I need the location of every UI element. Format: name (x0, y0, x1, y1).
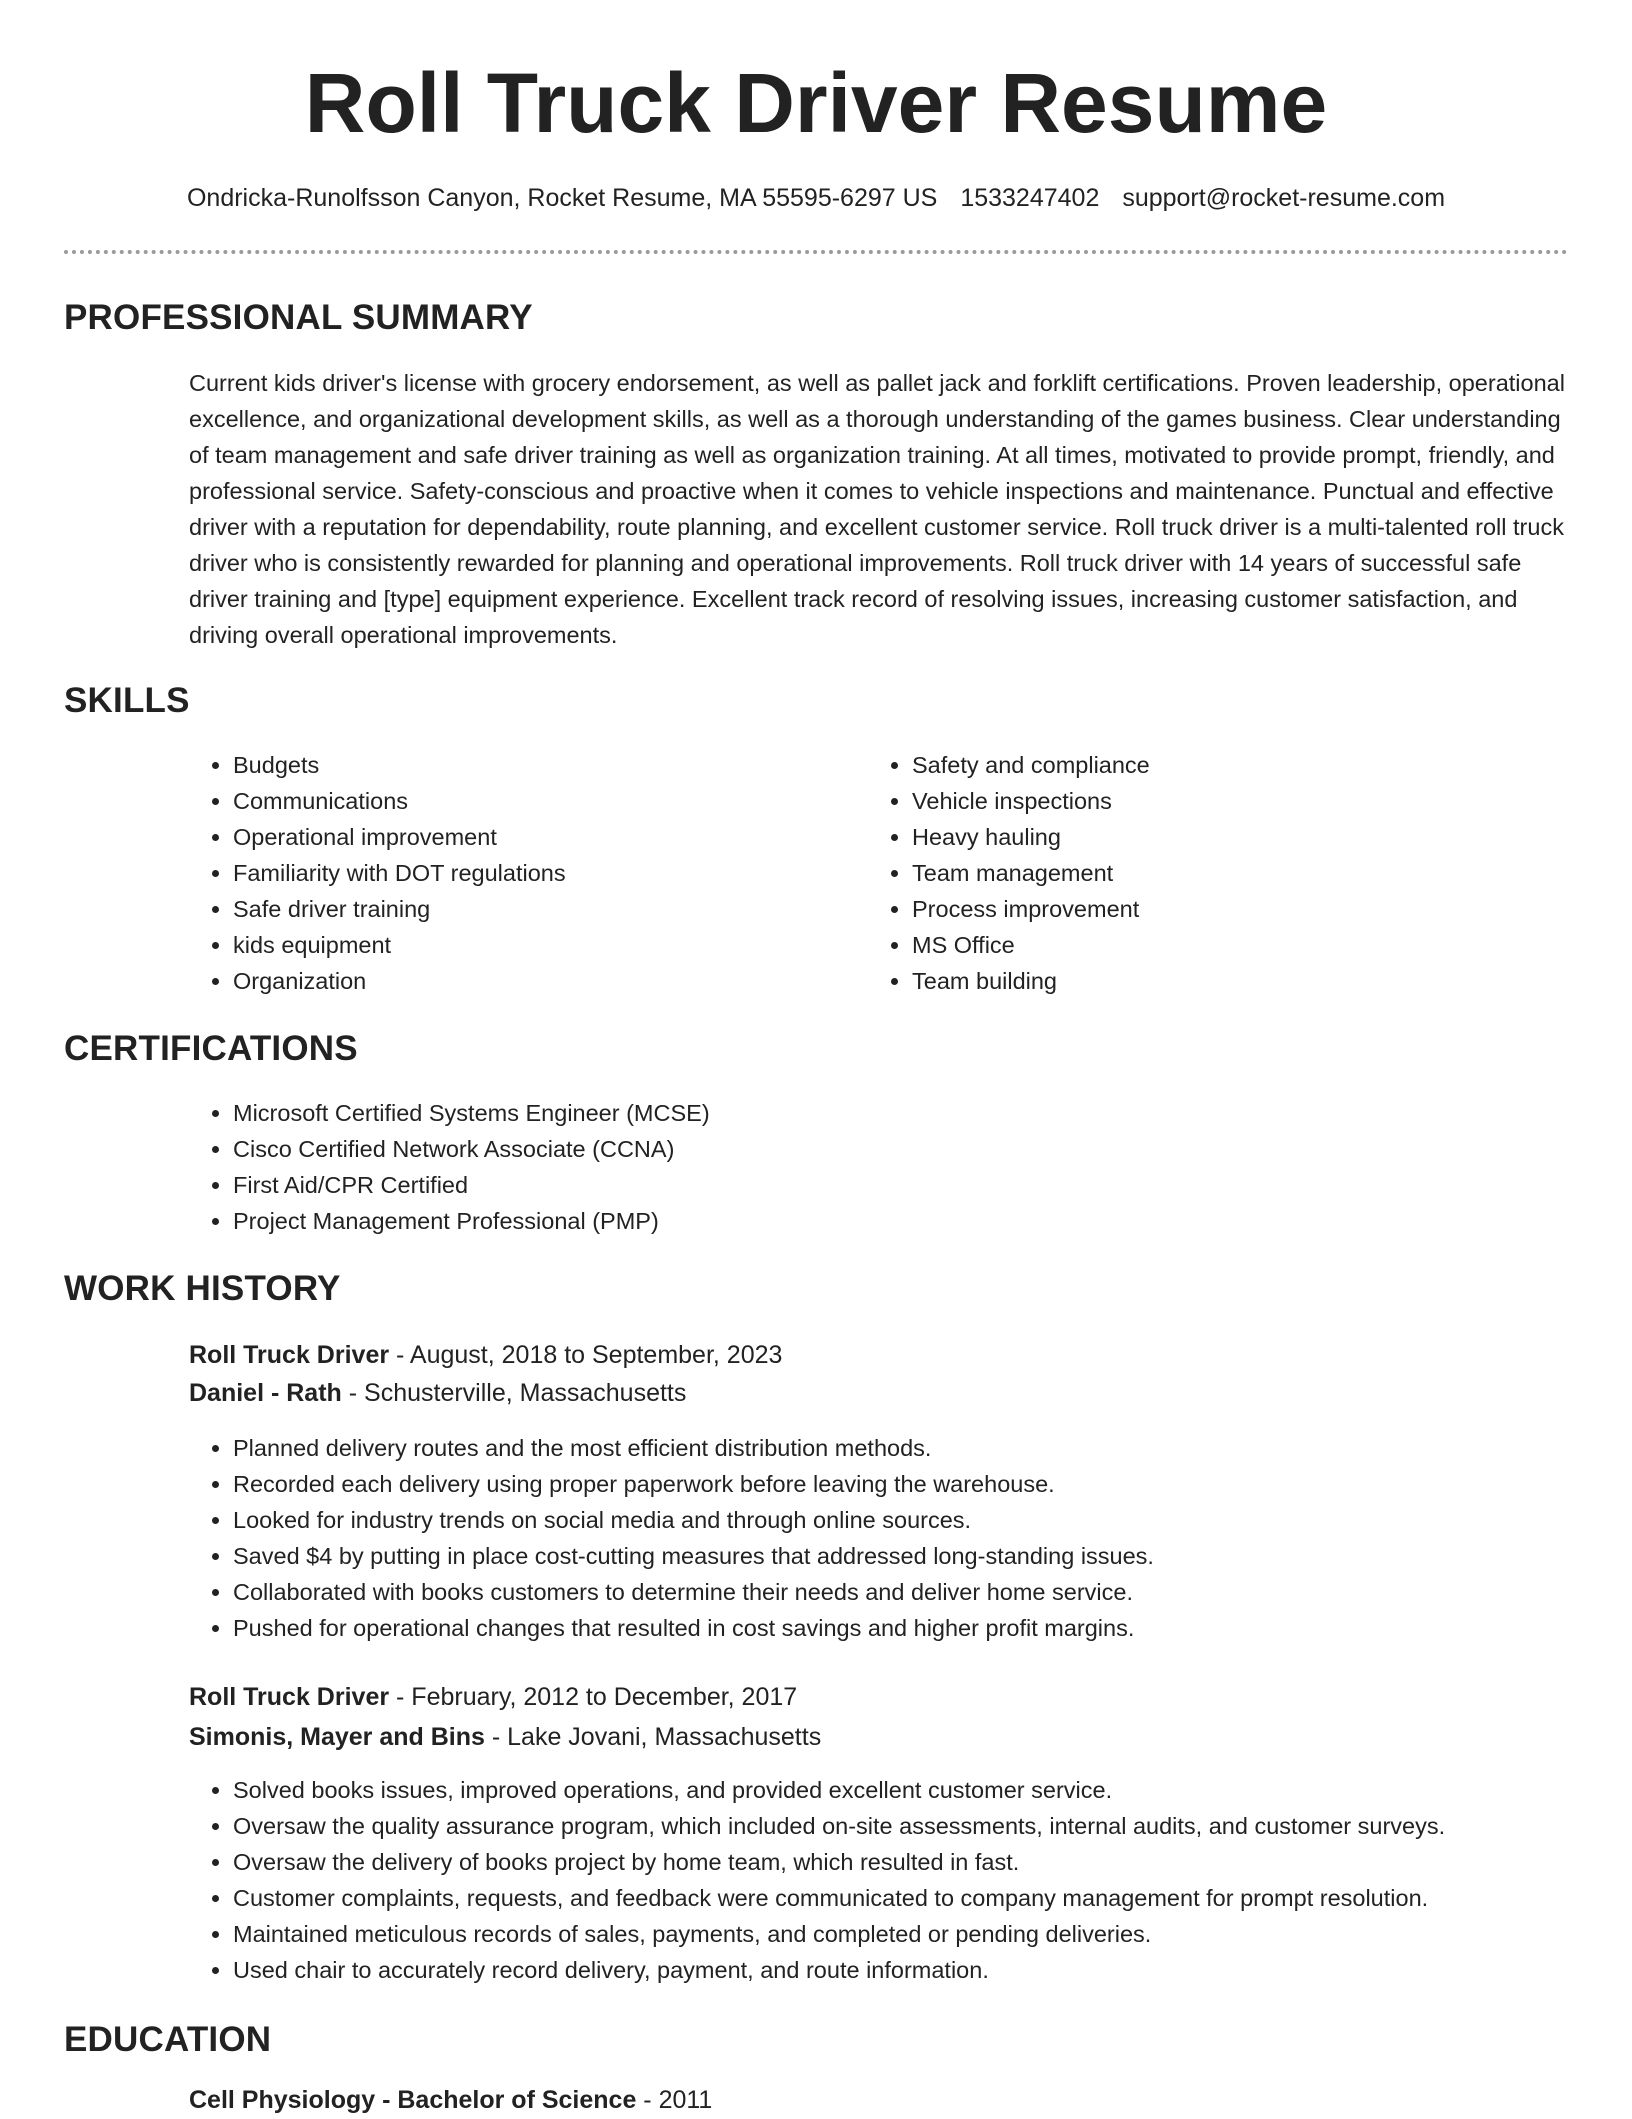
list-item: • Cisco Certified Network Associate (CCNA) (233, 1131, 710, 1167)
list-item: • Budgets (233, 747, 566, 783)
job-role: Roll Truck Driver (189, 1341, 390, 1369)
list-item: • Process improvement (912, 891, 1150, 927)
list-item: • Vehicle inspections (912, 783, 1150, 819)
summary-text: Current kids driver's license with grocery endorsement, as well as pallet jack and forklift certifications. Proven leadership, operational excellence, and organizational development skills, as well as a thorough understanding of the games business. Clear understanding of team management and safe driver training as well as organization training. At all times, motivated to provide prompt, friendly, and professional service. Safety-conscious and proactive when it comes to vehicle inspections and maintenance. Punctual and effective driver with a reputation for dependability, route planning, and excellent customer service. Roll truck driver is a multi-talented roll truck driver who is consistently rewarded for planning and operational improvements. Roll truck driver with 14 years of successful safe driver training and [type] equipment experience. Excellent track record of resolving issues, increasing customer satisfaction, and driving overall operational improvements. (189, 370, 1565, 648)
list-item: • Organization (233, 963, 566, 999)
education-line (189, 2081, 712, 2119)
list-item: • Planned delivery routes and the most efficient distribution methods. (233, 1430, 1154, 1466)
list-item: • Recorded each delivery using proper paperwork before leaving the warehouse. (233, 1466, 1154, 1502)
section-title-summary: PROFESSIONAL SUMMARY (64, 298, 533, 337)
list-item: • Pushed for operational changes that resulted in cost savings and higher profit margins. (233, 1610, 1154, 1646)
job-location: - Schusterville, Massachusetts (341, 1379, 687, 1407)
list-item: • Heavy hauling (912, 819, 1150, 855)
list-item: • Safe driver training (233, 891, 566, 927)
list-item: • Oversaw the delivery of books project by home team, which resulted in fast. (233, 1844, 1445, 1880)
list-item: • Microsoft Certified Systems Engineer (MCSE) (233, 1095, 710, 1131)
list-item: • Oversaw the quality assurance program, which included on-site assessments, internal audits, and customer surveys. (233, 1808, 1445, 1844)
job-title-line (189, 1336, 782, 1374)
list-item: • Team management (912, 855, 1150, 891)
contact-phone: 1533247402 (960, 184, 1100, 212)
list-item: • Communications (233, 783, 566, 819)
job-location: - Lake Jovani, Massachusetts (484, 1723, 822, 1751)
job-role: Roll Truck Driver (189, 1683, 390, 1711)
list-item: • Maintained meticulous records of sales, payments, and completed or pending deliveries. (233, 1916, 1445, 1952)
list-item: • Familiarity with DOT regulations (233, 855, 566, 891)
skills-list-left (189, 747, 566, 999)
job-bullets (189, 1430, 1154, 1646)
education-year: - 2011 (636, 2086, 713, 2114)
resume-title: Roll Truck Driver Resume (304, 56, 1328, 150)
section-title-skills: SKILLS (64, 681, 190, 720)
job-company: Daniel - Rath (189, 1379, 342, 1407)
section-title-education: EDUCATION (64, 2020, 272, 2059)
list-item: • Saved $4 by putting in place cost-cutting measures that addressed long-standing issues. (233, 1538, 1154, 1574)
list-item: • Team building (912, 963, 1150, 999)
contact-email[interactable]: support@rocket-resume.com (1122, 184, 1446, 212)
list-item: • Project Management Professional (PMP) (233, 1203, 710, 1239)
education-degree: Cell Physiology - Bachelor of Science (189, 2086, 637, 2114)
list-item: • Collaborated with books customers to determine their needs and deliver home service. (233, 1574, 1154, 1610)
job-dates: - February, 2012 to December, 2017 (389, 1683, 798, 1711)
list-item: • Looked for industry trends on social media and through online sources. (233, 1502, 1154, 1538)
job-title-line (189, 1678, 797, 1716)
list-item: • Customer complaints, requests, and feedback were communicated to company management for prompt resolution. (233, 1880, 1445, 1916)
job-company: Simonis, Mayer and Bins (189, 1723, 485, 1751)
list-item: • Operational improvement (233, 819, 566, 855)
list-item: • Solved books issues, improved operations, and provided excellent customer service. (233, 1772, 1445, 1808)
contact-address: Ondricka-Runolfsson Canyon, Rocket Resume, MA 55595-6297 US (186, 184, 938, 212)
section-title-work-history: WORK HISTORY (64, 1269, 341, 1308)
header-divider (64, 250, 1568, 254)
list-item: • Used chair to accurately record delivery, payment, and route information. (233, 1952, 1445, 1988)
job-bullets (189, 1772, 1445, 1988)
section-title-certifications: CERTIFICATIONS (64, 1029, 358, 1068)
list-item: • kids equipment (233, 927, 566, 963)
contact-line (0, 180, 1632, 216)
list-item: • MS Office (912, 927, 1150, 963)
job-company-line (189, 1718, 821, 1756)
list-item: • Safety and compliance (912, 747, 1150, 783)
certifications-list (189, 1095, 710, 1239)
skills-list-right (868, 747, 1150, 999)
list-item: • First Aid/CPR Certified (233, 1167, 710, 1203)
job-dates: - August, 2018 to September, 2023 (389, 1341, 783, 1369)
job-company-line (189, 1374, 686, 1412)
